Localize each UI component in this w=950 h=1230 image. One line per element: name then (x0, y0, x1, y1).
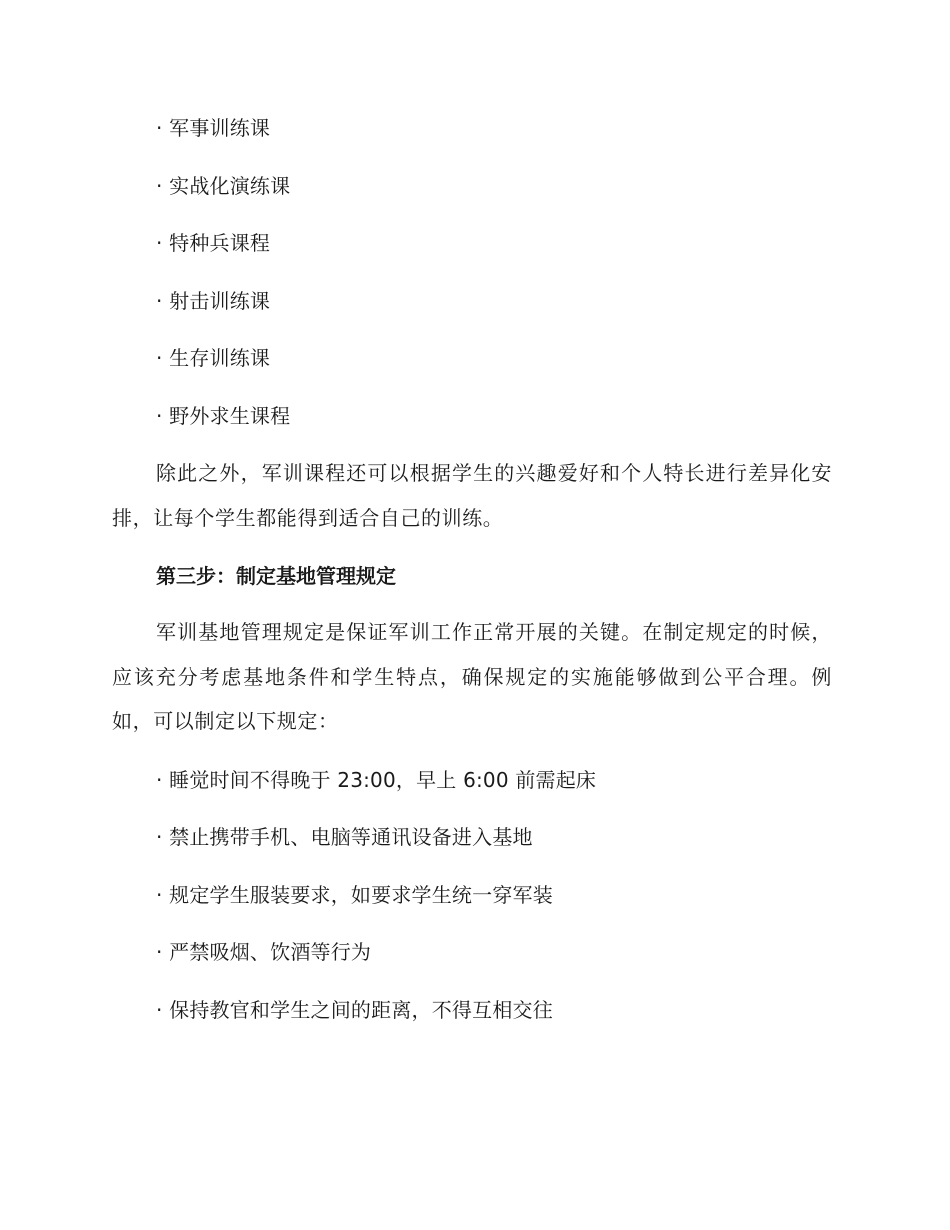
list-item: · 野外求生课程 (156, 404, 291, 428)
paragraph-differentiation: 除此之外，军训课程还可以根据学生的兴趣爱好和个人特长进行差异化安排，让每个学生都能得到适合自己的训练。 (112, 461, 832, 530)
list-item: · 睡觉时间不得晚于 23:00，早上 6:00 前需起床 (156, 768, 597, 792)
list-item: · 实战化演练课 (156, 174, 291, 198)
list-item: · 生存训练课 (156, 346, 271, 370)
section-heading: 第三步：制定基地管理规定 (156, 564, 396, 588)
list-item: · 射击训练课 (156, 289, 271, 313)
list-item: · 禁止携带手机、电脑等通讯设备进入基地 (156, 825, 533, 849)
list-item: · 特种兵课程 (156, 231, 271, 255)
list-item: · 严禁吸烟、饮酒等行为 (156, 940, 372, 964)
paragraph-base-rules: 军训基地管理规定是保证军训工作正常开展的关键。在制定规定的时候，应该充分考虑基地条件和学生特点，确保规定的实施能够做到公平合理。例如，可以制定以下规定： (112, 620, 832, 733)
list-item: · 保持教官和学生之间的距离，不得互相交往 (156, 998, 553, 1022)
list-item: · 规定学生服装要求，如要求学生统一穿军装 (156, 883, 553, 907)
list-item: · 军事训练课 (156, 116, 271, 140)
